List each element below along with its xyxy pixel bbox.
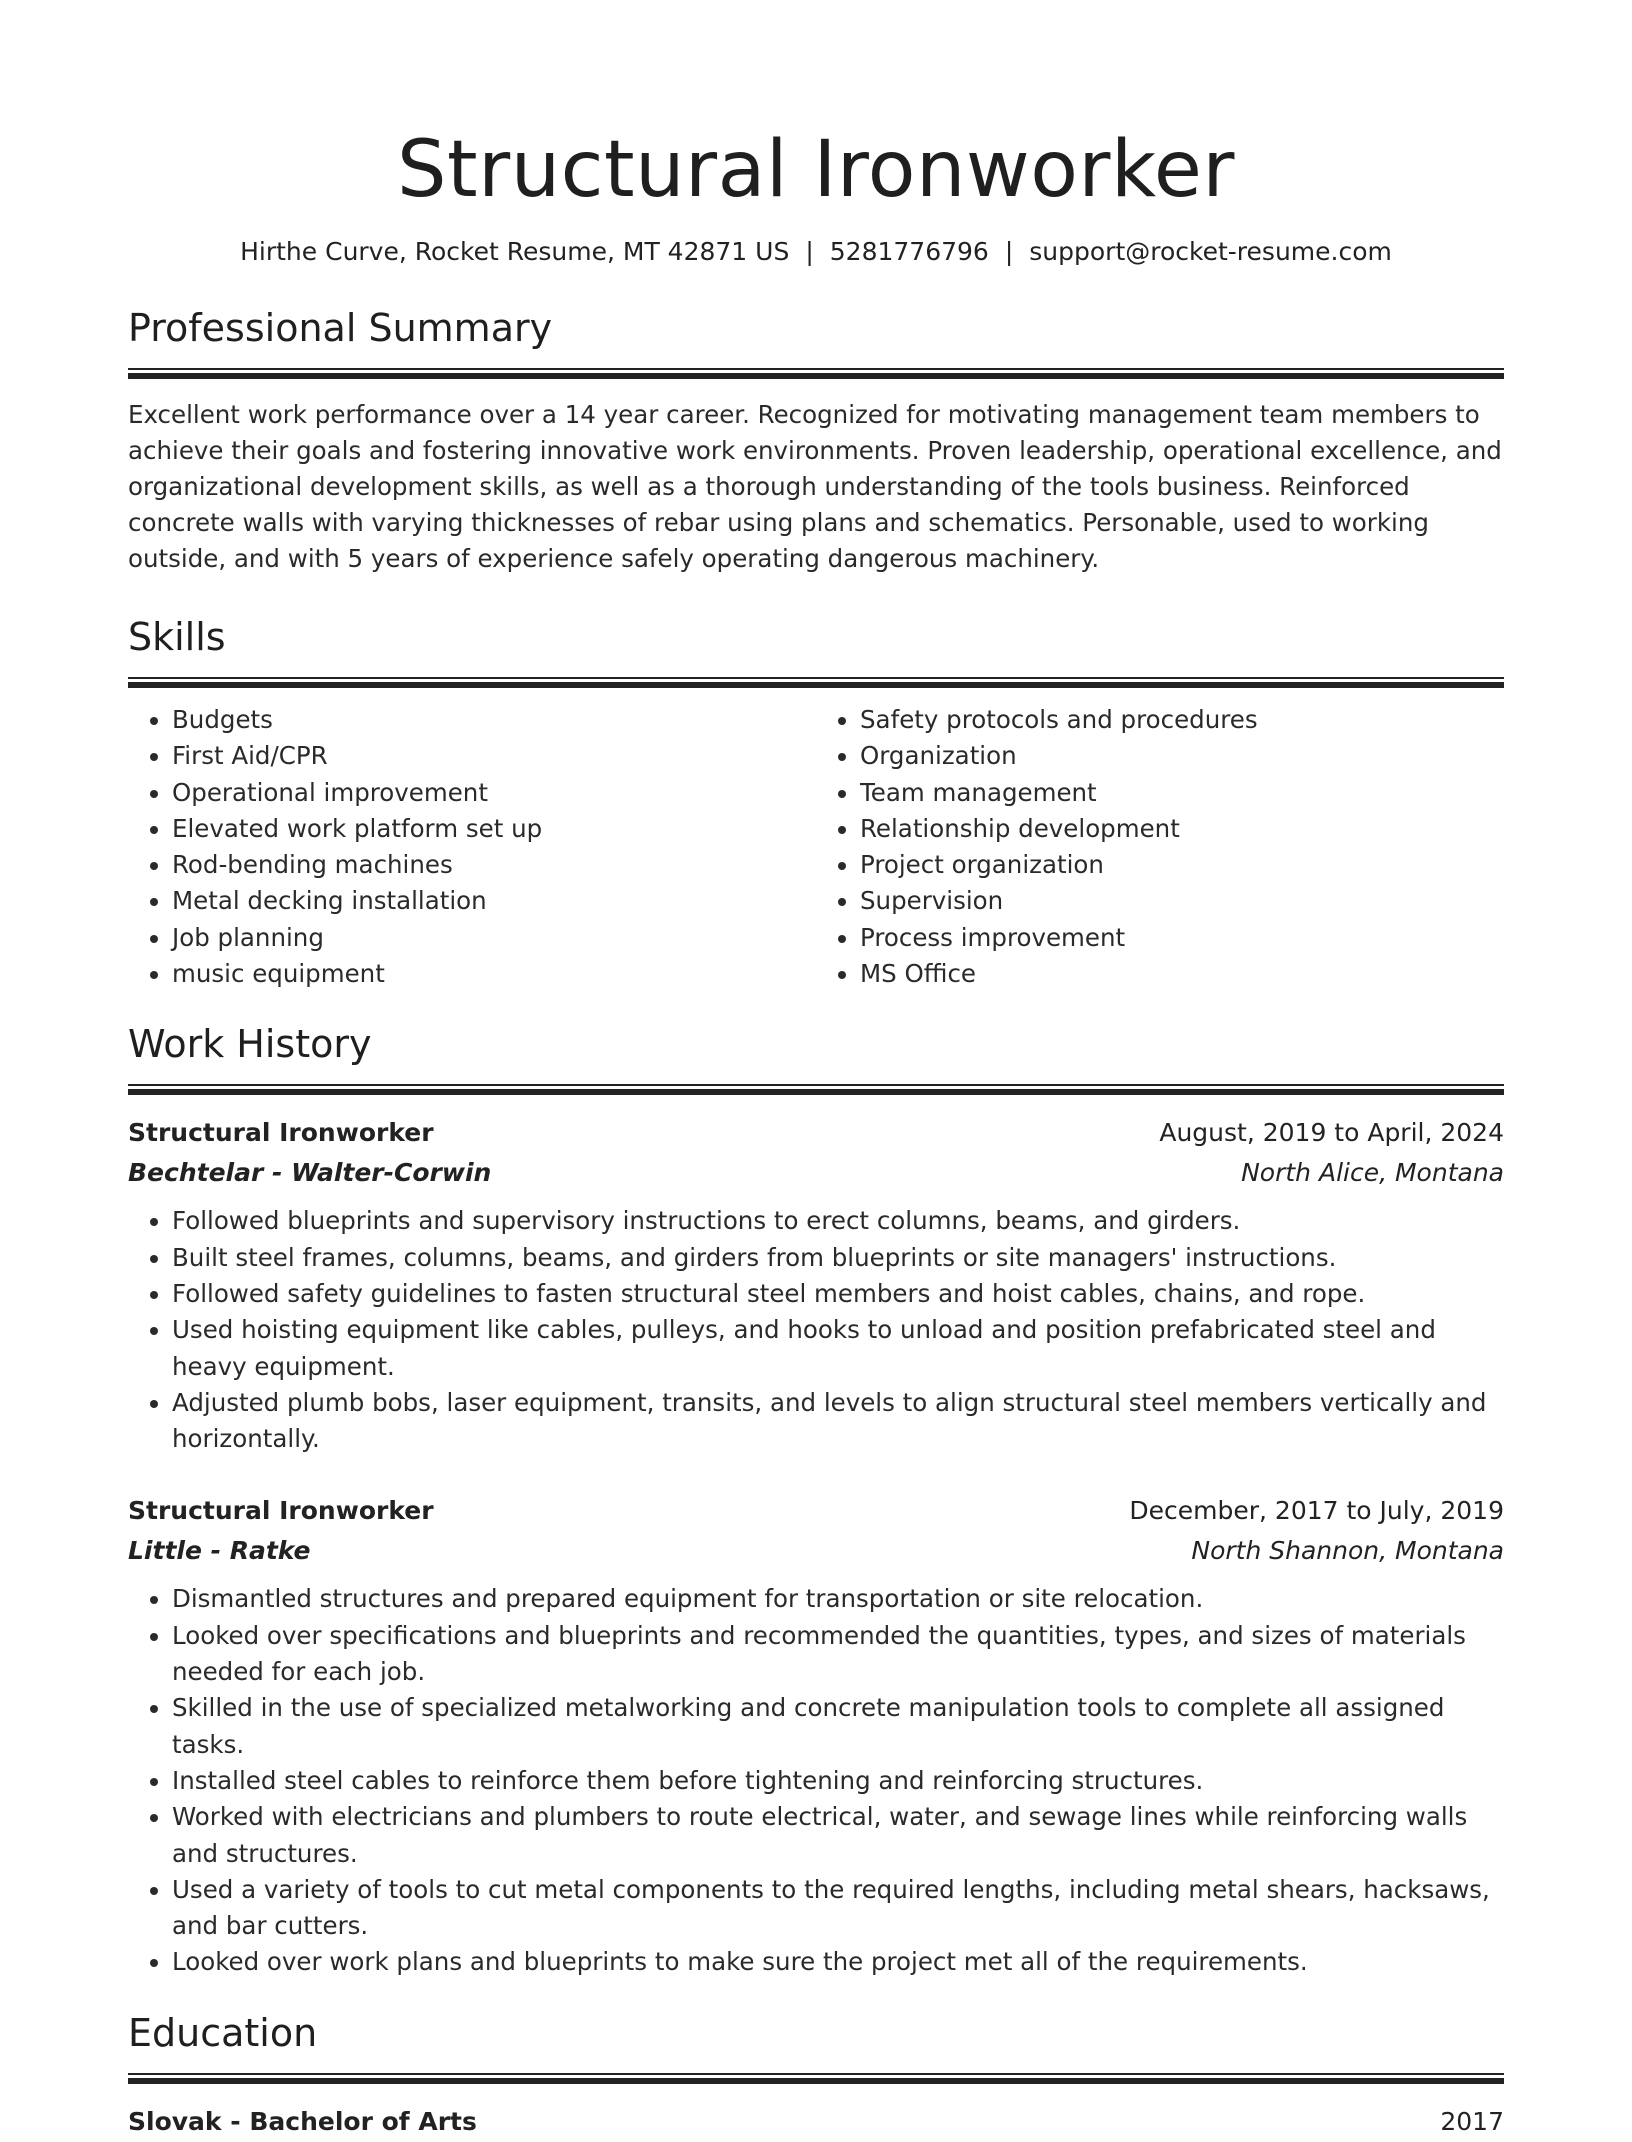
job-bullet: • Followed safety guidelines to fasten structural steel members and hoist cables, chains, and rope. xyxy=(172,1276,1504,1312)
job-bullets xyxy=(128,1581,1504,1980)
contact-address: Hirthe Curve, Rocket Resume, MT 42871 US xyxy=(240,237,790,266)
job-subheader-row xyxy=(128,1531,1504,1571)
resume-page xyxy=(128,0,1504,2142)
job-bullet: • Worked with electricians and plumbers to route electrical, water, and sewage lines while reinforcing walls and structures. xyxy=(172,1799,1504,1872)
skill-item: • music equipment xyxy=(172,956,816,992)
section-divider xyxy=(128,368,1504,379)
skill-item: • Rod-bending machines xyxy=(172,847,816,883)
job-bullet: • Dismantled structures and prepared equipment for transportation or site relocation. xyxy=(172,1581,1504,1617)
job-company: Little - Ratke xyxy=(128,1536,311,1566)
summary-section xyxy=(128,306,1504,577)
contact-separator: | xyxy=(1004,237,1014,266)
job-bullet: • Used hoisting equipment like cables, pulleys, and hooks to unload and position prefabricated steel and heavy equipment. xyxy=(172,1312,1504,1385)
skill-item: • MS Office xyxy=(860,956,1504,992)
section-title-summary: Professional Summary xyxy=(128,306,553,350)
job-bullet: • Built steel frames, columns, beams, and girders from blueprints or site managers' instructions. xyxy=(172,1240,1504,1276)
job-bullet: • Looked over work plans and blueprints to make sure the project met all of the requirements. xyxy=(172,1944,1504,1980)
job-bullet: • Installed steel cables to reinforce them before tightening and reinforcing structures. xyxy=(172,1763,1504,1799)
education-degree: Slovak - Bachelor of Arts xyxy=(128,2106,477,2136)
skill-item: • Project organization xyxy=(860,847,1504,883)
skill-item: • Relationship development xyxy=(860,811,1504,847)
job-bullet: • Skilled in the use of specialized metalworking and concrete manipulation tools to complete all assigned tasks. xyxy=(172,1690,1504,1763)
job-bullet: • Used a variety of tools to cut metal components to the required lengths, including metal shears, hacksaws, and bar cutters. xyxy=(172,1872,1504,1945)
job-entry xyxy=(128,1113,1504,1457)
job-subheader-row xyxy=(128,1153,1504,1193)
job-company: Bechtelar - Walter-Corwin xyxy=(128,1158,492,1188)
skill-item: • Supervision xyxy=(860,883,1504,919)
job-bullets xyxy=(128,1203,1504,1457)
job-header-row xyxy=(128,1491,1504,1531)
skill-item: • Budgets xyxy=(172,702,816,738)
education-section xyxy=(128,2011,1504,2142)
skill-item: • Team management xyxy=(860,775,1504,811)
skill-item: • Job planning xyxy=(172,920,816,956)
section-divider xyxy=(128,677,1504,688)
contact-line xyxy=(128,236,1504,268)
skill-item: • Process improvement xyxy=(860,920,1504,956)
candidate-name: Structural Ironworker xyxy=(397,125,1235,215)
job-location: North Alice, Montana xyxy=(1241,1158,1504,1188)
job-title: Structural Ironworker xyxy=(128,1118,434,1148)
skill-item: • Metal decking installation xyxy=(172,883,816,919)
job-header-row xyxy=(128,1113,1504,1153)
job-location: North Shannon, Montana xyxy=(1191,1536,1504,1566)
contact-separator: | xyxy=(805,237,814,266)
skills-columns xyxy=(128,702,1504,992)
education-header-row xyxy=(128,2102,1504,2142)
contact-email[interactable]: support@rocket-resume.com xyxy=(1029,237,1392,266)
section-title-education: Education xyxy=(128,2010,318,2055)
job-bullet: • Followed blueprints and supervisory instructions to erect columns, beams, and girders. xyxy=(172,1203,1504,1239)
skill-item: • Organization xyxy=(860,738,1504,774)
skill-item: • Safety protocols and procedures xyxy=(860,702,1504,738)
skill-item: • Elevated work platform set up xyxy=(172,811,816,847)
skill-item: • Operational improvement xyxy=(172,775,816,811)
skills-section xyxy=(128,615,1504,992)
job-dates: December, 2017 to July, 2019 xyxy=(1129,1496,1504,1526)
skills-list-right xyxy=(816,702,1504,992)
job-dates: August, 2019 to April, 2024 xyxy=(1159,1118,1504,1148)
job-bullet: • Adjusted plumb bobs, laser equipment, transits, and levels to align structural steel members vertically and horizontally. xyxy=(172,1385,1504,1458)
section-divider xyxy=(128,1084,1504,1095)
job-entry xyxy=(128,1491,1504,1980)
section-title-skills: Skills xyxy=(128,615,226,659)
job-title: Structural Ironworker xyxy=(128,1496,434,1526)
summary-text: Excellent work performance over a 14 year career. Recognized for motivating management team members to achieve their goals and fostering innovative work environments. Proven leadership, operational excellence, and organizational development skills, as well as a thorough understanding of the tools business. Reinforced concrete walls with varying thicknesses of rebar using plans and schematics. Personable, used to working outside, and with 5 years of experience safely operating dangerous machinery. xyxy=(128,400,1502,573)
job-bullet: • Looked over specifications and blueprints and recommended the quantities, types, and sizes of materials needed for each job. xyxy=(172,1618,1504,1691)
contact-phone[interactable]: 5281776796 xyxy=(829,237,989,266)
section-title-work-history: Work History xyxy=(128,1022,372,1067)
education-entry xyxy=(128,2102,1504,2142)
skill-item: • First Aid/CPR xyxy=(172,738,816,774)
work-history-section xyxy=(128,1022,1504,1980)
skills-list-left xyxy=(128,702,816,992)
section-divider xyxy=(128,2073,1504,2084)
education-year: 2017 xyxy=(1440,2106,1504,2136)
